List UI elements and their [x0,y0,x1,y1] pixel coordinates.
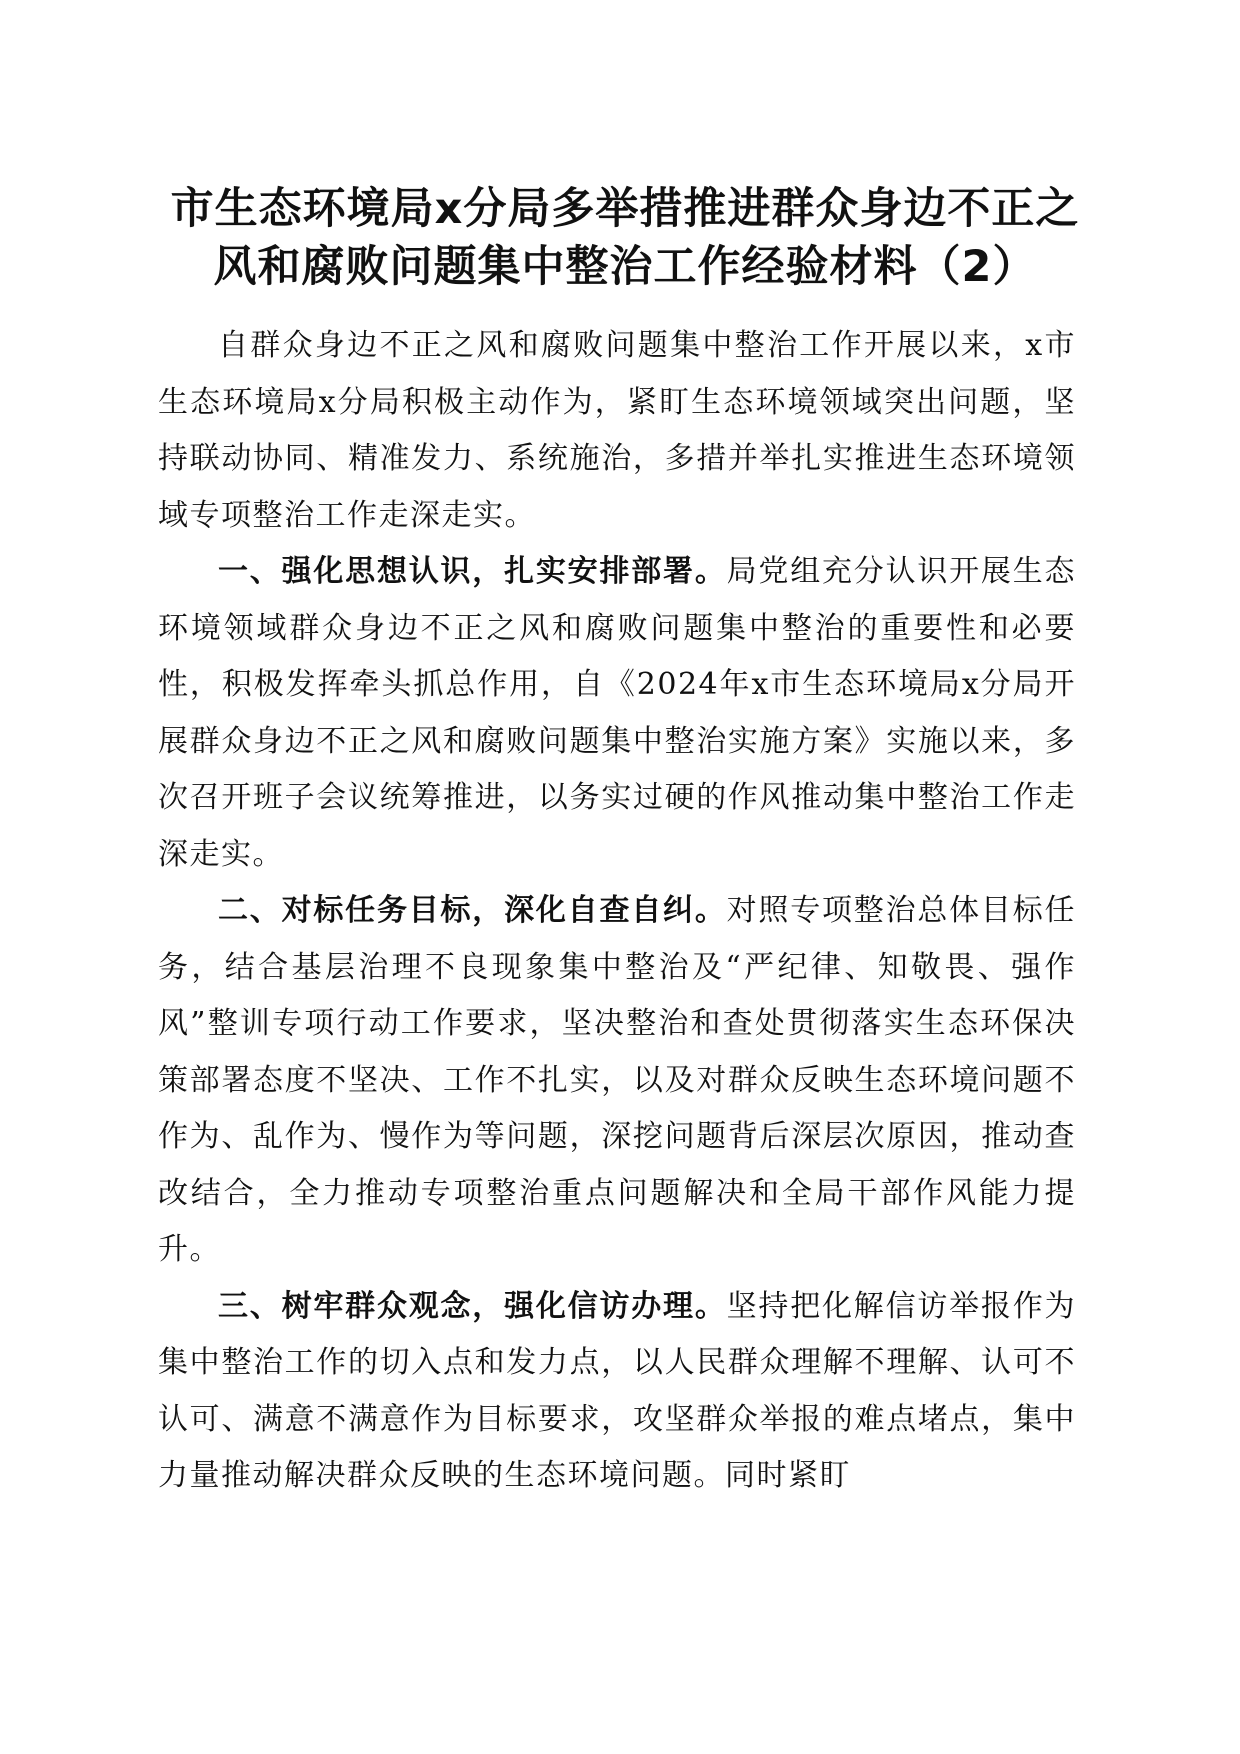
paragraph-text: 局党组充分认识开展生态环境领域群众身边不正之风和腐败问题集中整治的重要性和必要性，积极发挥牵头抓总作用，自《2024年x市生态环境局x分局开展群众身边不正之风和腐败问题集中整治实施方案》实施以来，多次召开班子会议统筹推进，以务实过硬的作风推动集中整治工作走深走实。 [158,554,1077,872]
section-heading: 三、树牢群众观念，强化信访办理。 [218,1288,727,1324]
paragraph-text: 自群众身边不正之风和腐败问题集中整治工作开展以来，x市生态环境局x分局积极主动作为，紧盯生态环境领域突出问题，坚持联动协同、精准发力、系统施治，多措并举扎实推进生态环境领域专项整治工作走深走实。 [158,328,1076,533]
paragraph-text: 对照专项整治总体目标任务，结合基层治理不良现象集中整治及“严纪律、知敬畏、强作风”整训专项行动工作要求，坚决整治和查处贯彻落实生态环保决策部署态度不坚决、工作不扎实，以及对群众反映生态环境问题不作为、乱作为、慢作为等问题，深挖问题背后深层次原因，推动查改结合，全力推动专项整治重点问题解决和全局干部作风能力提升。 [158,893,1077,1267]
paragraph-section-1 [158,544,1076,883]
document-title: 市生态环境局x分局多举措推进群众身边不正之风和腐败问题集中整治工作经验材料（2） [170,184,1080,292]
section-heading: 二、对标任务目标，深化自查自纠。 [218,893,727,928]
paragraph-section-3 [158,1279,1076,1505]
section-heading: 一、强化思想认识，扎实安排部署。 [218,554,727,589]
paragraph-section-2 [158,883,1076,1279]
document-body [158,318,1076,1505]
paragraph-intro [158,318,1076,544]
paragraph-text: 坚持把化解信访举报作为集中整治工作的切入点和发力点，以人民群众理解不理解、认可不认可、满意不满意作为目标要求，攻坚群众举报的难点堵点，集中力量推动解决群众反映的生态环境问题。同时紧盯 [158,1288,1077,1493]
